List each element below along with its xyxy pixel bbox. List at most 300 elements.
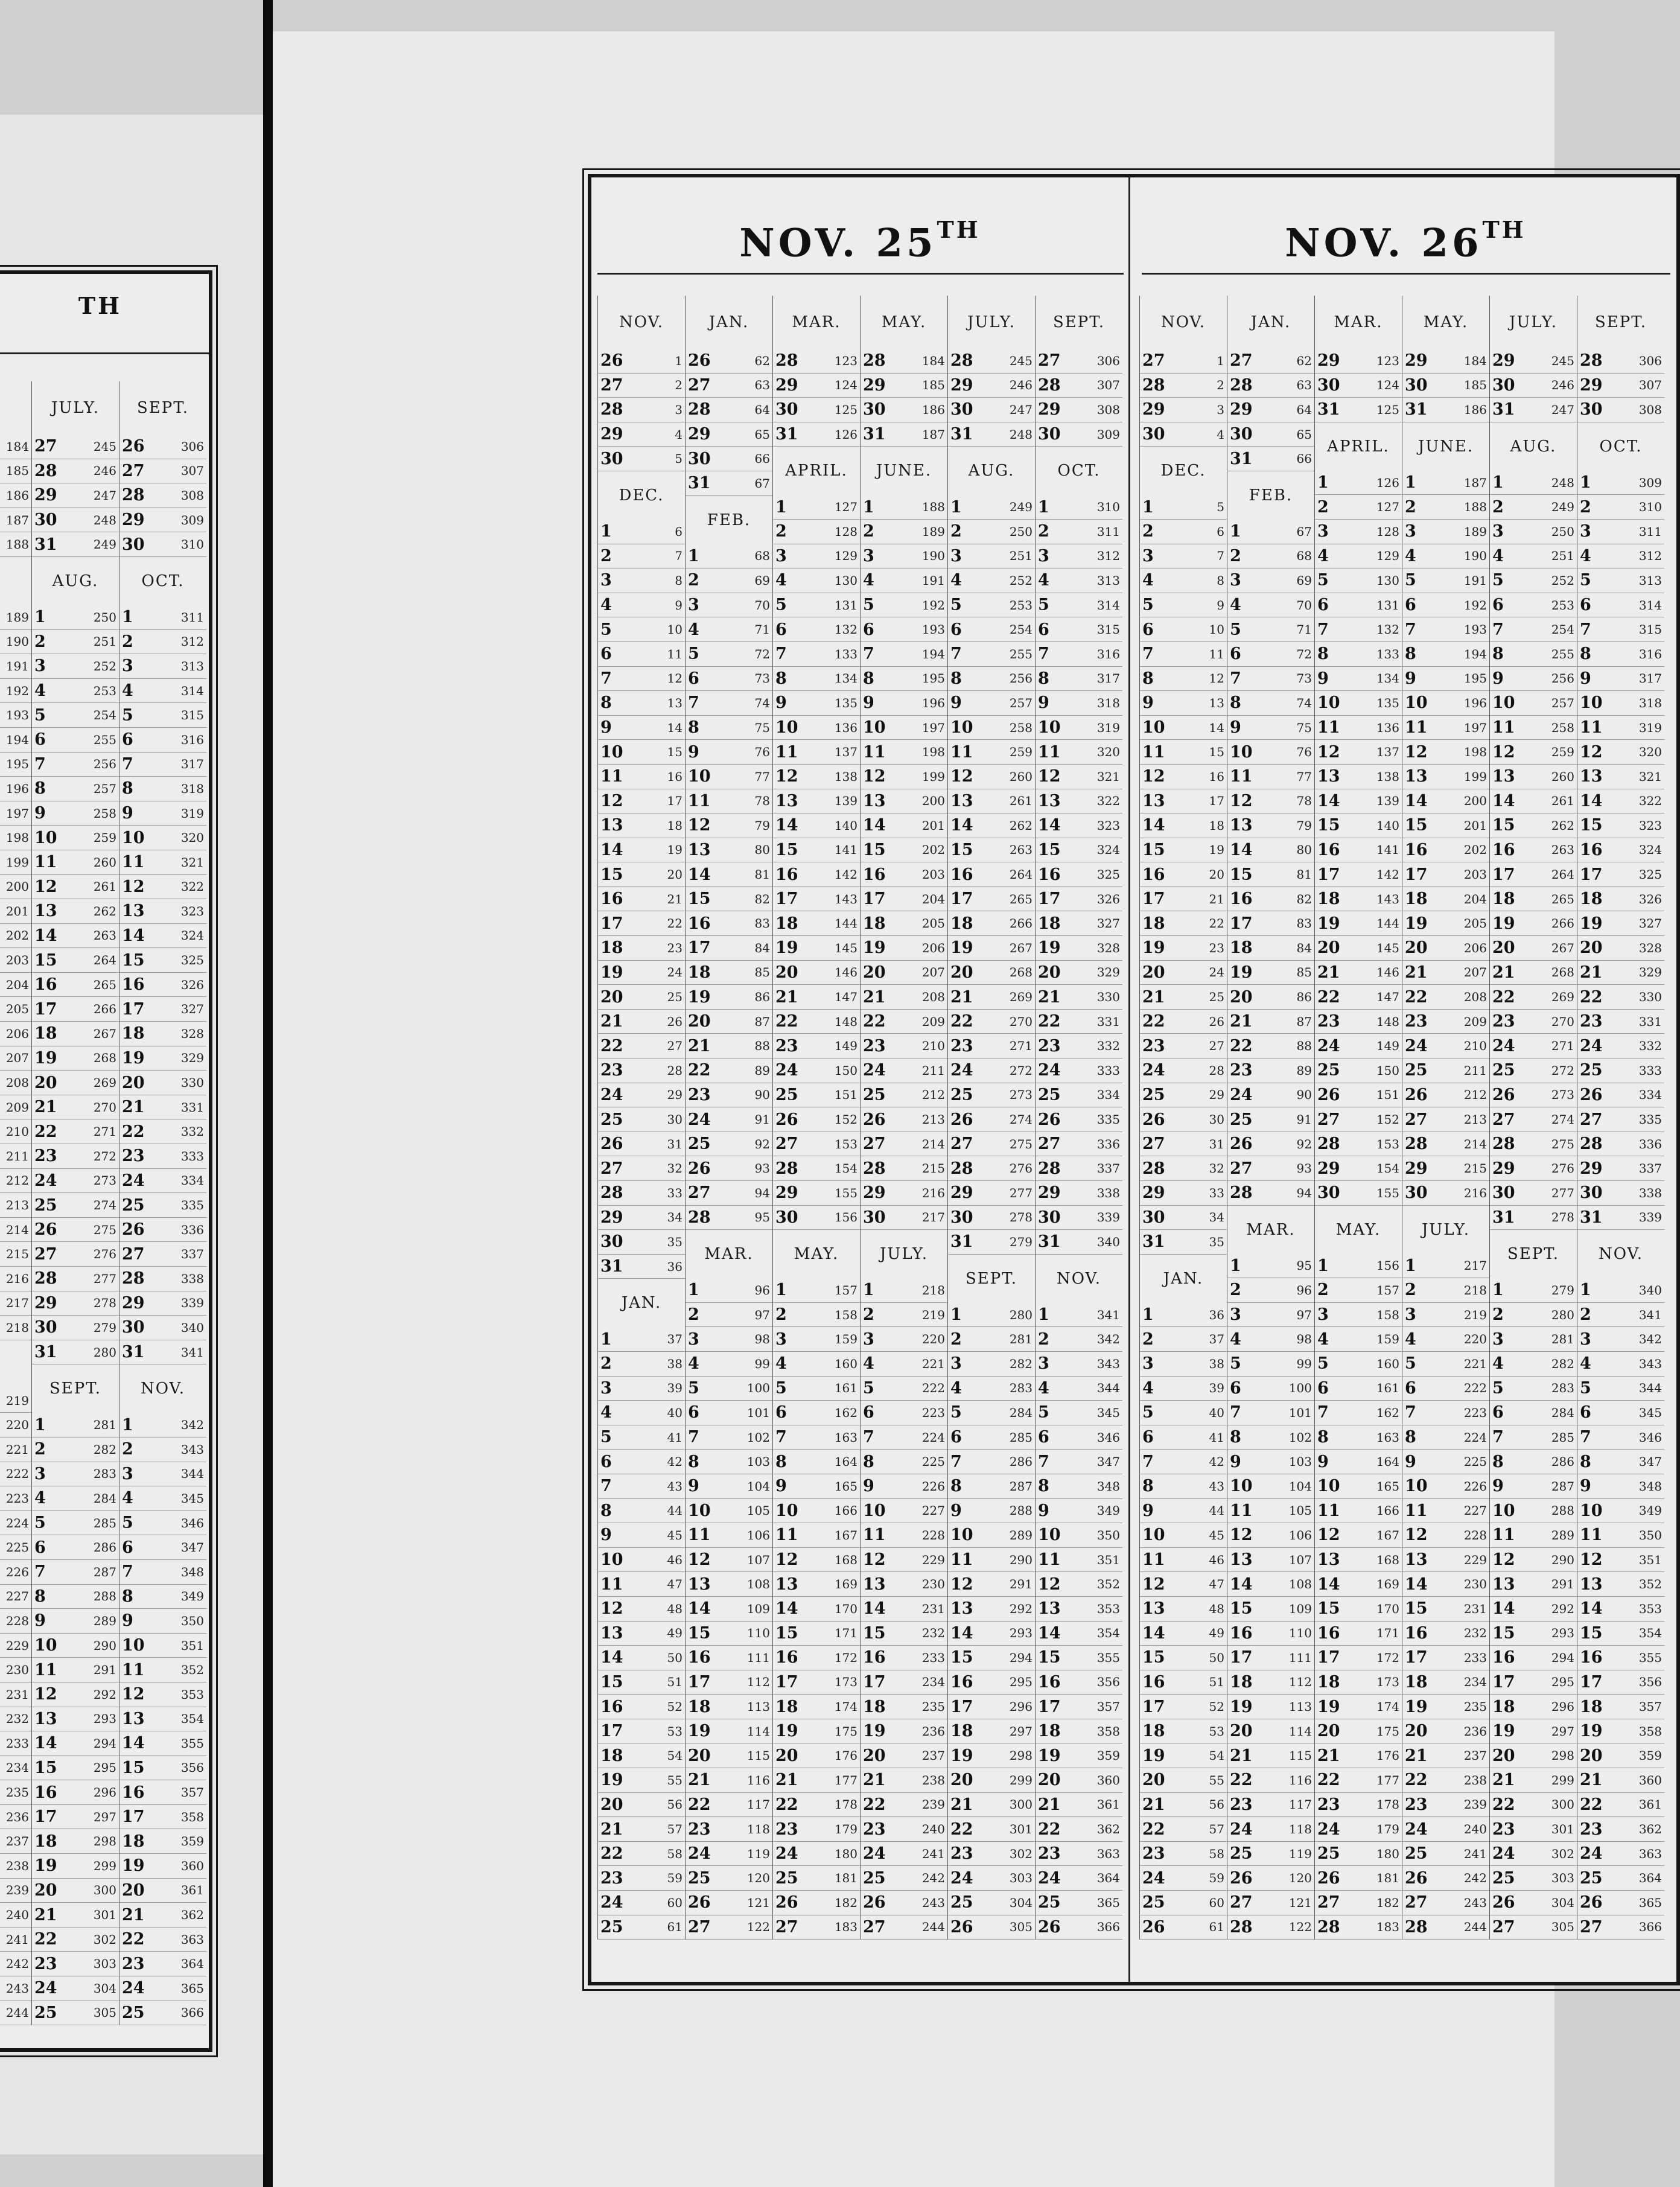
date-cell	[685, 1010, 772, 1034]
day-of-year: 260	[1009, 769, 1032, 784]
date-cell	[31, 1658, 119, 1682]
date-cell	[1139, 1083, 1227, 1108]
day-of-year: 45	[667, 1527, 682, 1542]
day-number: 19	[1317, 914, 1340, 933]
day-of-year: 345	[1638, 1405, 1662, 1420]
day-number: 21	[950, 1795, 973, 1814]
date-cell	[1489, 667, 1577, 692]
day-number: 4	[1038, 1378, 1049, 1398]
day-of-year: 74	[754, 695, 770, 710]
date-cell	[1139, 617, 1227, 642]
day-number: 10	[600, 1550, 623, 1570]
date-cell	[1314, 1719, 1402, 1744]
day-number: 22	[775, 1012, 798, 1031]
date-cell	[31, 654, 119, 679]
day-number: 3	[775, 1329, 787, 1349]
day-of-year: 327	[180, 1002, 204, 1017]
day-of-year: 19	[667, 842, 682, 858]
day-number: 2	[863, 522, 874, 541]
day-of-year: 207	[5, 1051, 29, 1066]
column-header: JAN.	[1227, 296, 1314, 349]
day-number: 1	[1492, 473, 1504, 492]
day-of-year: 243	[1463, 1895, 1487, 1910]
day-of-year: 356	[180, 1760, 204, 1775]
date-cell	[860, 1401, 947, 1425]
date-cell	[119, 1609, 206, 1634]
date-cell	[597, 911, 685, 936]
day-number: 28	[1317, 1917, 1340, 1937]
day-of-year: 214	[1463, 1136, 1487, 1151]
day-of-year: 343	[180, 1442, 204, 1457]
day-of-year: 119	[1288, 1846, 1312, 1861]
day-number: 21	[1230, 1012, 1253, 1031]
day-of-year: 192	[921, 597, 945, 613]
day-of-year: 19	[1209, 842, 1224, 858]
date-cell	[1227, 617, 1314, 642]
day-of-year: 279	[1009, 1234, 1032, 1249]
date-cell	[772, 1768, 860, 1793]
day-of-year: 169	[834, 1577, 858, 1592]
column-header: NOV.	[597, 296, 685, 349]
day-number: 24	[34, 1171, 57, 1190]
date-cell	[1314, 1254, 1402, 1279]
day-number: 23	[863, 1036, 886, 1055]
date-cell	[1489, 789, 1577, 814]
date-cell	[1139, 961, 1227, 985]
day-number: 24	[122, 1979, 145, 1998]
day-number: 30	[775, 400, 798, 419]
day-of-year: 253	[1009, 597, 1032, 613]
day-of-year: 244	[5, 2005, 29, 2020]
day-of-year: 163	[834, 1430, 858, 1445]
date-cell	[1139, 1450, 1227, 1474]
day-number: 22	[775, 1795, 798, 1814]
date-cell	[1314, 1083, 1402, 1108]
day-of-year: 247	[1009, 402, 1032, 417]
date-cell	[1402, 1474, 1489, 1499]
date-cell	[772, 887, 860, 912]
date-cell	[1314, 1327, 1402, 1352]
day-number: 4	[1405, 546, 1416, 565]
date-cell	[1227, 936, 1314, 961]
date-cell	[1035, 1891, 1122, 1915]
date-cell	[0, 924, 31, 949]
day-number: 24	[1492, 1844, 1515, 1864]
date-cell	[597, 422, 685, 447]
date-cell	[597, 1401, 685, 1425]
day-of-year: 18	[667, 818, 682, 833]
day-number: 12	[1230, 791, 1253, 810]
day-number: 18	[1142, 914, 1165, 933]
month-subheader: AUG.	[947, 447, 1035, 495]
day-of-year: 66	[754, 451, 770, 466]
day-of-year: 98	[754, 1332, 770, 1347]
day-of-year: 169	[1376, 1577, 1399, 1592]
day-number: 22	[1580, 987, 1603, 1007]
day-number: 9	[863, 693, 874, 713]
day-number: 18	[34, 1832, 57, 1851]
month-column	[772, 296, 860, 1940]
day-of-year: 241	[921, 1846, 945, 1861]
date-cell	[31, 1486, 119, 1511]
day-of-year: 286	[1009, 1454, 1032, 1469]
month-subheader	[0, 557, 31, 605]
date-cell	[1489, 520, 1577, 544]
day-of-year: 290	[93, 1638, 116, 1653]
date-cell	[0, 1291, 31, 1316]
month-subheader: OCT.	[119, 557, 206, 605]
date-cell	[1227, 1842, 1314, 1867]
date-cell	[119, 1340, 206, 1365]
day-of-year: 191	[1463, 573, 1487, 588]
date-cell	[860, 1156, 947, 1181]
day-number: 21	[688, 1771, 711, 1790]
date-cell	[1402, 765, 1489, 789]
date-cell	[597, 398, 685, 422]
date-cell	[685, 1622, 772, 1646]
day-number: 4	[1492, 546, 1504, 565]
day-number: 6	[775, 1403, 787, 1422]
date-cell	[1577, 1401, 1664, 1425]
date-cell	[1577, 1058, 1664, 1083]
day-number: 26	[1142, 1917, 1165, 1937]
day-of-year: 173	[834, 1675, 858, 1690]
day-number: 15	[1405, 816, 1428, 835]
day-of-year: 291	[1009, 1577, 1032, 1592]
date-cell	[685, 1523, 772, 1548]
day-of-year: 35	[667, 1234, 682, 1249]
day-number: 31	[950, 1232, 973, 1252]
date-cell	[597, 838, 685, 863]
date-cell	[1314, 374, 1402, 398]
date-cell	[1139, 1866, 1227, 1891]
day-of-year: 30	[1209, 1112, 1224, 1127]
date-cell	[1489, 1622, 1577, 1646]
date-cell	[1227, 985, 1314, 1010]
date-cell	[1314, 1058, 1402, 1083]
date-cell	[1577, 1891, 1664, 1915]
date-cell	[860, 1278, 947, 1303]
day-of-year: 249	[93, 537, 116, 552]
day-number: 28	[775, 1159, 798, 1178]
date-cell	[1314, 1670, 1402, 1695]
day-of-year: 3	[675, 402, 682, 417]
date-cell	[1227, 422, 1314, 447]
day-of-year: 233	[921, 1650, 945, 1665]
day-of-year: 98	[1296, 1332, 1312, 1347]
day-of-year: 204	[1463, 891, 1487, 906]
date-cell	[1314, 838, 1402, 863]
date-cell	[1577, 1646, 1664, 1670]
day-of-year: 231	[5, 1687, 29, 1702]
day-of-year: 281	[1551, 1332, 1574, 1347]
date-cell	[1402, 1768, 1489, 1793]
day-of-year: 287	[1551, 1479, 1574, 1494]
day-number: 15	[775, 840, 798, 859]
date-cell	[1314, 667, 1402, 692]
day-of-year: 318	[1096, 695, 1120, 710]
date-cell	[119, 850, 206, 875]
date-cell	[1035, 374, 1122, 398]
date-cell	[31, 1585, 119, 1609]
day-of-year: 236	[921, 1724, 945, 1739]
day-number: 12	[34, 877, 57, 896]
date-cell	[1314, 1768, 1402, 1793]
day-number: 13	[775, 1574, 798, 1594]
date-cell	[1227, 887, 1314, 912]
date-cell	[119, 1193, 206, 1218]
right-page	[273, 31, 1662, 2187]
date-cell	[860, 740, 947, 765]
date-cell	[119, 1780, 206, 1805]
day-number: 30	[34, 1318, 57, 1337]
day-of-year: 354	[1638, 1626, 1662, 1641]
day-of-year: 277	[1009, 1185, 1032, 1200]
day-of-year: 219	[5, 1393, 29, 1408]
day-of-year: 32	[667, 1161, 682, 1176]
column-header: JULY.	[947, 296, 1035, 349]
day-number: 20	[950, 963, 973, 982]
date-cell	[947, 1719, 1035, 1744]
day-of-year: 325	[180, 953, 204, 968]
date-cell	[1489, 1719, 1577, 1744]
month-subheader: JAN.	[1139, 1255, 1227, 1303]
day-of-year: 295	[1009, 1675, 1032, 1690]
day-of-year: 217	[921, 1210, 945, 1225]
day-number: 30	[1317, 375, 1340, 395]
day-of-year: 125	[1376, 402, 1399, 417]
day-of-year: 77	[754, 769, 770, 784]
day-of-year: 72	[1296, 646, 1312, 661]
day-number: 26	[1038, 1110, 1061, 1129]
date-cell	[1402, 1107, 1489, 1132]
date-cell	[772, 1303, 860, 1328]
day-number: 26	[1230, 1135, 1253, 1154]
day-number: 21	[863, 987, 886, 1007]
date-cell	[947, 1548, 1035, 1573]
day-of-year: 40	[667, 1405, 682, 1420]
date-cell	[772, 398, 860, 422]
day-of-year: 248	[1551, 475, 1574, 490]
day-number: 27	[863, 1917, 886, 1937]
day-number: 26	[1580, 1085, 1603, 1104]
day-of-year: 309	[1096, 427, 1120, 442]
day-of-year: 321	[1096, 769, 1120, 784]
day-number: 17	[863, 890, 886, 909]
date-cell	[860, 1842, 947, 1867]
month-subheader: DEC.	[1139, 447, 1227, 495]
day-of-year: 111	[746, 1650, 770, 1665]
date-cell	[1227, 1646, 1314, 1670]
day-of-year: 69	[754, 573, 770, 588]
day-of-year: 131	[834, 597, 858, 613]
day-of-year: 112	[1288, 1675, 1312, 1690]
day-number: 12	[775, 767, 798, 786]
center-divider	[1128, 177, 1130, 1982]
day-number: 24	[775, 1844, 798, 1864]
day-of-year: 123	[834, 353, 858, 368]
day-number: 12	[600, 791, 623, 810]
day-number: 12	[863, 1550, 886, 1570]
date-cell	[1227, 961, 1314, 985]
date-cell	[0, 1437, 31, 1462]
day-number: 31	[1405, 400, 1428, 419]
date-cell	[31, 483, 119, 508]
day-of-year: 182	[1376, 1895, 1399, 1910]
day-number: 13	[1038, 791, 1061, 810]
day-number: 31	[950, 425, 973, 444]
date-cell	[772, 1695, 860, 1719]
date-cell	[1577, 1450, 1664, 1474]
day-number: 18	[1580, 1697, 1603, 1716]
day-of-year: 291	[1551, 1577, 1574, 1592]
day-number: 13	[1405, 1550, 1428, 1570]
date-cell	[947, 1230, 1035, 1255]
day-number: 30	[950, 400, 973, 419]
day-of-year: 295	[1551, 1675, 1574, 1690]
date-cell	[947, 1058, 1035, 1083]
month-column	[947, 296, 1035, 1940]
day-number: 30	[1405, 375, 1428, 395]
date-cell	[1227, 691, 1314, 716]
date-cell	[1314, 398, 1402, 422]
day-of-year: 213	[1463, 1112, 1487, 1127]
day-number: 8	[1230, 1428, 1241, 1447]
date-cell	[1577, 568, 1664, 593]
date-cell	[31, 1634, 119, 1658]
day-number: 25	[775, 1868, 798, 1888]
date-cell	[119, 679, 206, 704]
date-cell	[0, 1854, 31, 1879]
day-number: 28	[1230, 375, 1253, 395]
day-number: 10	[863, 718, 886, 737]
day-of-year: 253	[1551, 597, 1574, 613]
day-of-year: 193	[1463, 622, 1487, 637]
day-number: 1	[1405, 1256, 1416, 1275]
date-cell	[1227, 1597, 1314, 1622]
day-number: 9	[1405, 1452, 1416, 1471]
day-number: 28	[34, 1269, 57, 1288]
day-of-year: 354	[1096, 1626, 1120, 1641]
day-number: 1	[863, 497, 874, 517]
day-number: 19	[1405, 1697, 1428, 1716]
day-number: 11	[863, 1526, 886, 1545]
date-cell	[1577, 667, 1664, 692]
date-cell	[1139, 374, 1227, 398]
day-of-year: 254	[1551, 622, 1574, 637]
day-number: 20	[1038, 963, 1061, 982]
day-of-year: 100	[1288, 1381, 1312, 1396]
day-number: 19	[1492, 914, 1515, 933]
day-number: 5	[600, 620, 612, 639]
day-of-year: 136	[834, 720, 858, 735]
date-cell	[0, 973, 31, 998]
date-cell	[597, 961, 685, 985]
day-number: 3	[1405, 522, 1416, 541]
date-cell	[1314, 1474, 1402, 1499]
day-number: 25	[1405, 1844, 1428, 1864]
day-number: 24	[1580, 1036, 1603, 1055]
date-cell	[772, 1499, 860, 1524]
day-number: 4	[688, 1354, 699, 1374]
day-number: 25	[1492, 1868, 1515, 1888]
day-of-year: 250	[1551, 524, 1574, 539]
day-number: 22	[600, 1036, 623, 1055]
day-of-year: 237	[921, 1748, 945, 1763]
day-number: 30	[1317, 1183, 1340, 1203]
date-cell	[597, 593, 685, 618]
date-cell	[1314, 862, 1402, 887]
day-number: 28	[1405, 1917, 1428, 1937]
date-cell	[31, 1267, 119, 1291]
day-number: 22	[122, 1122, 145, 1141]
date-cell	[1489, 1646, 1577, 1670]
date-cell	[1035, 1327, 1122, 1352]
date-cell	[685, 1107, 772, 1132]
day-of-year: 43	[1209, 1479, 1224, 1494]
day-of-year: 76	[754, 745, 770, 760]
date-cell	[0, 728, 31, 753]
day-of-year: 344	[1096, 1381, 1120, 1396]
date-cell	[597, 1891, 685, 1915]
day-number: 11	[688, 791, 711, 810]
date-cell	[1139, 1597, 1227, 1622]
day-of-year: 122	[1288, 1920, 1312, 1935]
date-cell	[685, 1156, 772, 1181]
date-cell	[0, 459, 31, 484]
date-cell	[1227, 593, 1314, 618]
date-cell	[1577, 1303, 1664, 1328]
date-cell	[597, 1622, 685, 1646]
date-cell	[1139, 1622, 1227, 1646]
day-number: 23	[1405, 1795, 1428, 1814]
day-of-year: 347	[1638, 1454, 1662, 1469]
day-number: 12	[1492, 1550, 1515, 1570]
day-number: 30	[34, 511, 57, 530]
date-cell	[1035, 617, 1122, 642]
day-number: 13	[1142, 1599, 1165, 1619]
date-cell	[947, 1572, 1035, 1597]
column-header: JAN.	[685, 296, 772, 349]
day-of-year: 63	[754, 378, 770, 393]
date-cell	[119, 924, 206, 949]
day-of-year: 318	[1638, 695, 1662, 710]
date-cell	[597, 740, 685, 765]
day-number: 2	[34, 1440, 46, 1459]
day-of-year: 204	[5, 977, 29, 992]
day-of-year: 234	[5, 1760, 29, 1775]
day-of-year: 87	[754, 1014, 770, 1029]
date-cell	[1577, 1132, 1664, 1157]
date-cell	[1314, 495, 1402, 520]
date-cell	[1489, 642, 1577, 667]
day-number: 29	[775, 375, 798, 395]
date-cell	[1139, 862, 1227, 887]
day-of-year: 166	[834, 1503, 858, 1518]
day-number: 11	[34, 1660, 57, 1679]
day-of-year: 266	[1551, 916, 1574, 931]
date-cell	[772, 1817, 860, 1842]
day-number: 1	[122, 1415, 133, 1434]
date-cell	[1402, 1695, 1489, 1719]
day-of-year: 361	[1096, 1797, 1120, 1812]
date-cell	[860, 1523, 947, 1548]
date-cell	[1489, 1132, 1577, 1157]
date-cell	[685, 887, 772, 912]
day-of-year: 215	[1463, 1161, 1487, 1176]
day-of-year: 271	[1009, 1039, 1032, 1054]
date-cell	[1577, 544, 1664, 569]
